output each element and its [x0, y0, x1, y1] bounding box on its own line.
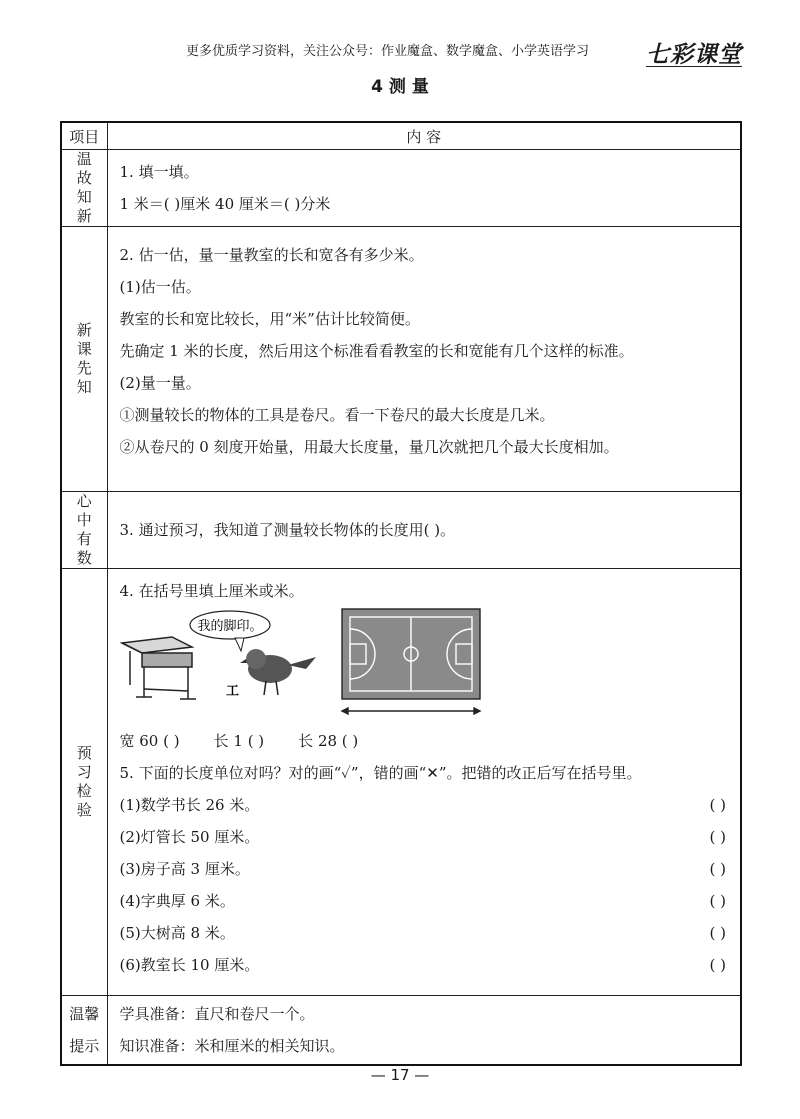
sparrow-icon [226, 649, 316, 699]
brand-logo: 七彩课堂 [646, 42, 742, 68]
section-label-check: 预习检验 [76, 744, 92, 819]
section-label-tips-2: 提示 [69, 1037, 100, 1055]
q2-step1: (1)估一估。 [119, 278, 201, 296]
section-label-review: 温故知新 [76, 150, 92, 225]
q5-answer-paren: ( ) [709, 956, 726, 974]
content-table [60, 121, 742, 1066]
header-promo-note: 更多优质学习资料，关注公众号：作业魔盒、数学魔盒、小学英语学习 [186, 44, 590, 59]
brand-underline [646, 66, 742, 67]
q4-answer-length2: 长 28 ( ) [298, 732, 359, 750]
q5-item: (5)大树高 8 米。 ( ) [120, 917, 741, 949]
row-heart [61, 492, 741, 569]
q5-item: (1)数学书长 26 米。 ( ) [120, 789, 741, 821]
q4-illustrations [120, 607, 720, 725]
basketball-court-icon [342, 609, 480, 714]
header-col-content: 内 容 [107, 122, 741, 150]
section-label-tips-1: 温馨 [69, 1005, 100, 1023]
q5-title: 5. 下面的长度单位对吗？对的画“✓”，错的画“✕”。把错的改正后写在括号里。 [119, 764, 642, 782]
q4-answers [120, 725, 741, 757]
q4-title: 4. 在括号里填上厘米或米。 [119, 582, 304, 600]
row-new [61, 227, 741, 492]
q2-text1: 教室的长和宽比较长，用“米”估计比较简便。 [119, 310, 420, 328]
q2-text4: ②从卷尺的 0 刻度开始量，用最大长度量，量几次就把几个最大长度相加。 [119, 438, 619, 456]
page-number: — 17 — [370, 1066, 430, 1084]
q1-text: 1. 填一填。 [119, 163, 199, 181]
q2-step2: (2)量一量。 [119, 374, 201, 392]
q5-answer-paren: ( ) [709, 860, 726, 878]
row-tips [61, 996, 741, 1066]
q5-answer-paren: ( ) [709, 796, 726, 814]
tips-line-2: 知识准备：米和厘米的相关知识。 [119, 1037, 345, 1055]
section-label-new: 新课先知 [76, 321, 92, 396]
q5-answer-paren: ( ) [709, 924, 726, 942]
q4-pictures [120, 607, 741, 725]
header-col-item: 项目 [61, 122, 107, 150]
row-check [61, 569, 741, 996]
q2-text2: 先确定 1 米的长度，然后用这个标准看看教室的长和宽能有几个这样的标准。 [119, 342, 634, 360]
footprint-mark: 工 [225, 684, 239, 699]
q2-title: 2. 估一估，量一量教室的长和宽各有多少米。 [119, 246, 424, 264]
row-review [61, 150, 741, 227]
page-title: 4 测 量 [371, 77, 429, 97]
desk-icon [122, 637, 196, 699]
q5-item: (4)字典厚 6 米。 ( ) [120, 885, 741, 917]
q5-answer-paren: ( ) [709, 892, 726, 910]
q5-item: (3)房子高 3 厘米。 ( ) [120, 853, 741, 885]
q1-blanks: 1 米＝( )厘米 40 厘米＝( )分米 [119, 195, 331, 213]
table-header-row [61, 122, 741, 150]
speech-bubble [190, 611, 270, 651]
q5-item: (2)灯管长 50 厘米。 ( ) [120, 821, 741, 853]
q5-answer-paren: ( ) [709, 828, 726, 846]
section-label-heart: 心中有数 [76, 492, 92, 567]
q2-text3: ①测量较长的物体的工具是卷尺。看一下卷尺的最大长度是几米。 [119, 406, 555, 424]
tips-line-1: 学具准备：直尺和卷尺一个。 [119, 1005, 315, 1023]
q4-answer-width: 宽 60 ( ) [119, 732, 180, 750]
bubble-text: 我的脚印。 [196, 619, 263, 634]
q4-answer-length1: 长 1 ( ) [213, 732, 265, 750]
q5-item: (6)教室长 10 厘米。 ( ) [120, 949, 741, 981]
q3-text: 3. 通过预习，我知道了测量较长物体的长度用( )。 [119, 521, 456, 539]
